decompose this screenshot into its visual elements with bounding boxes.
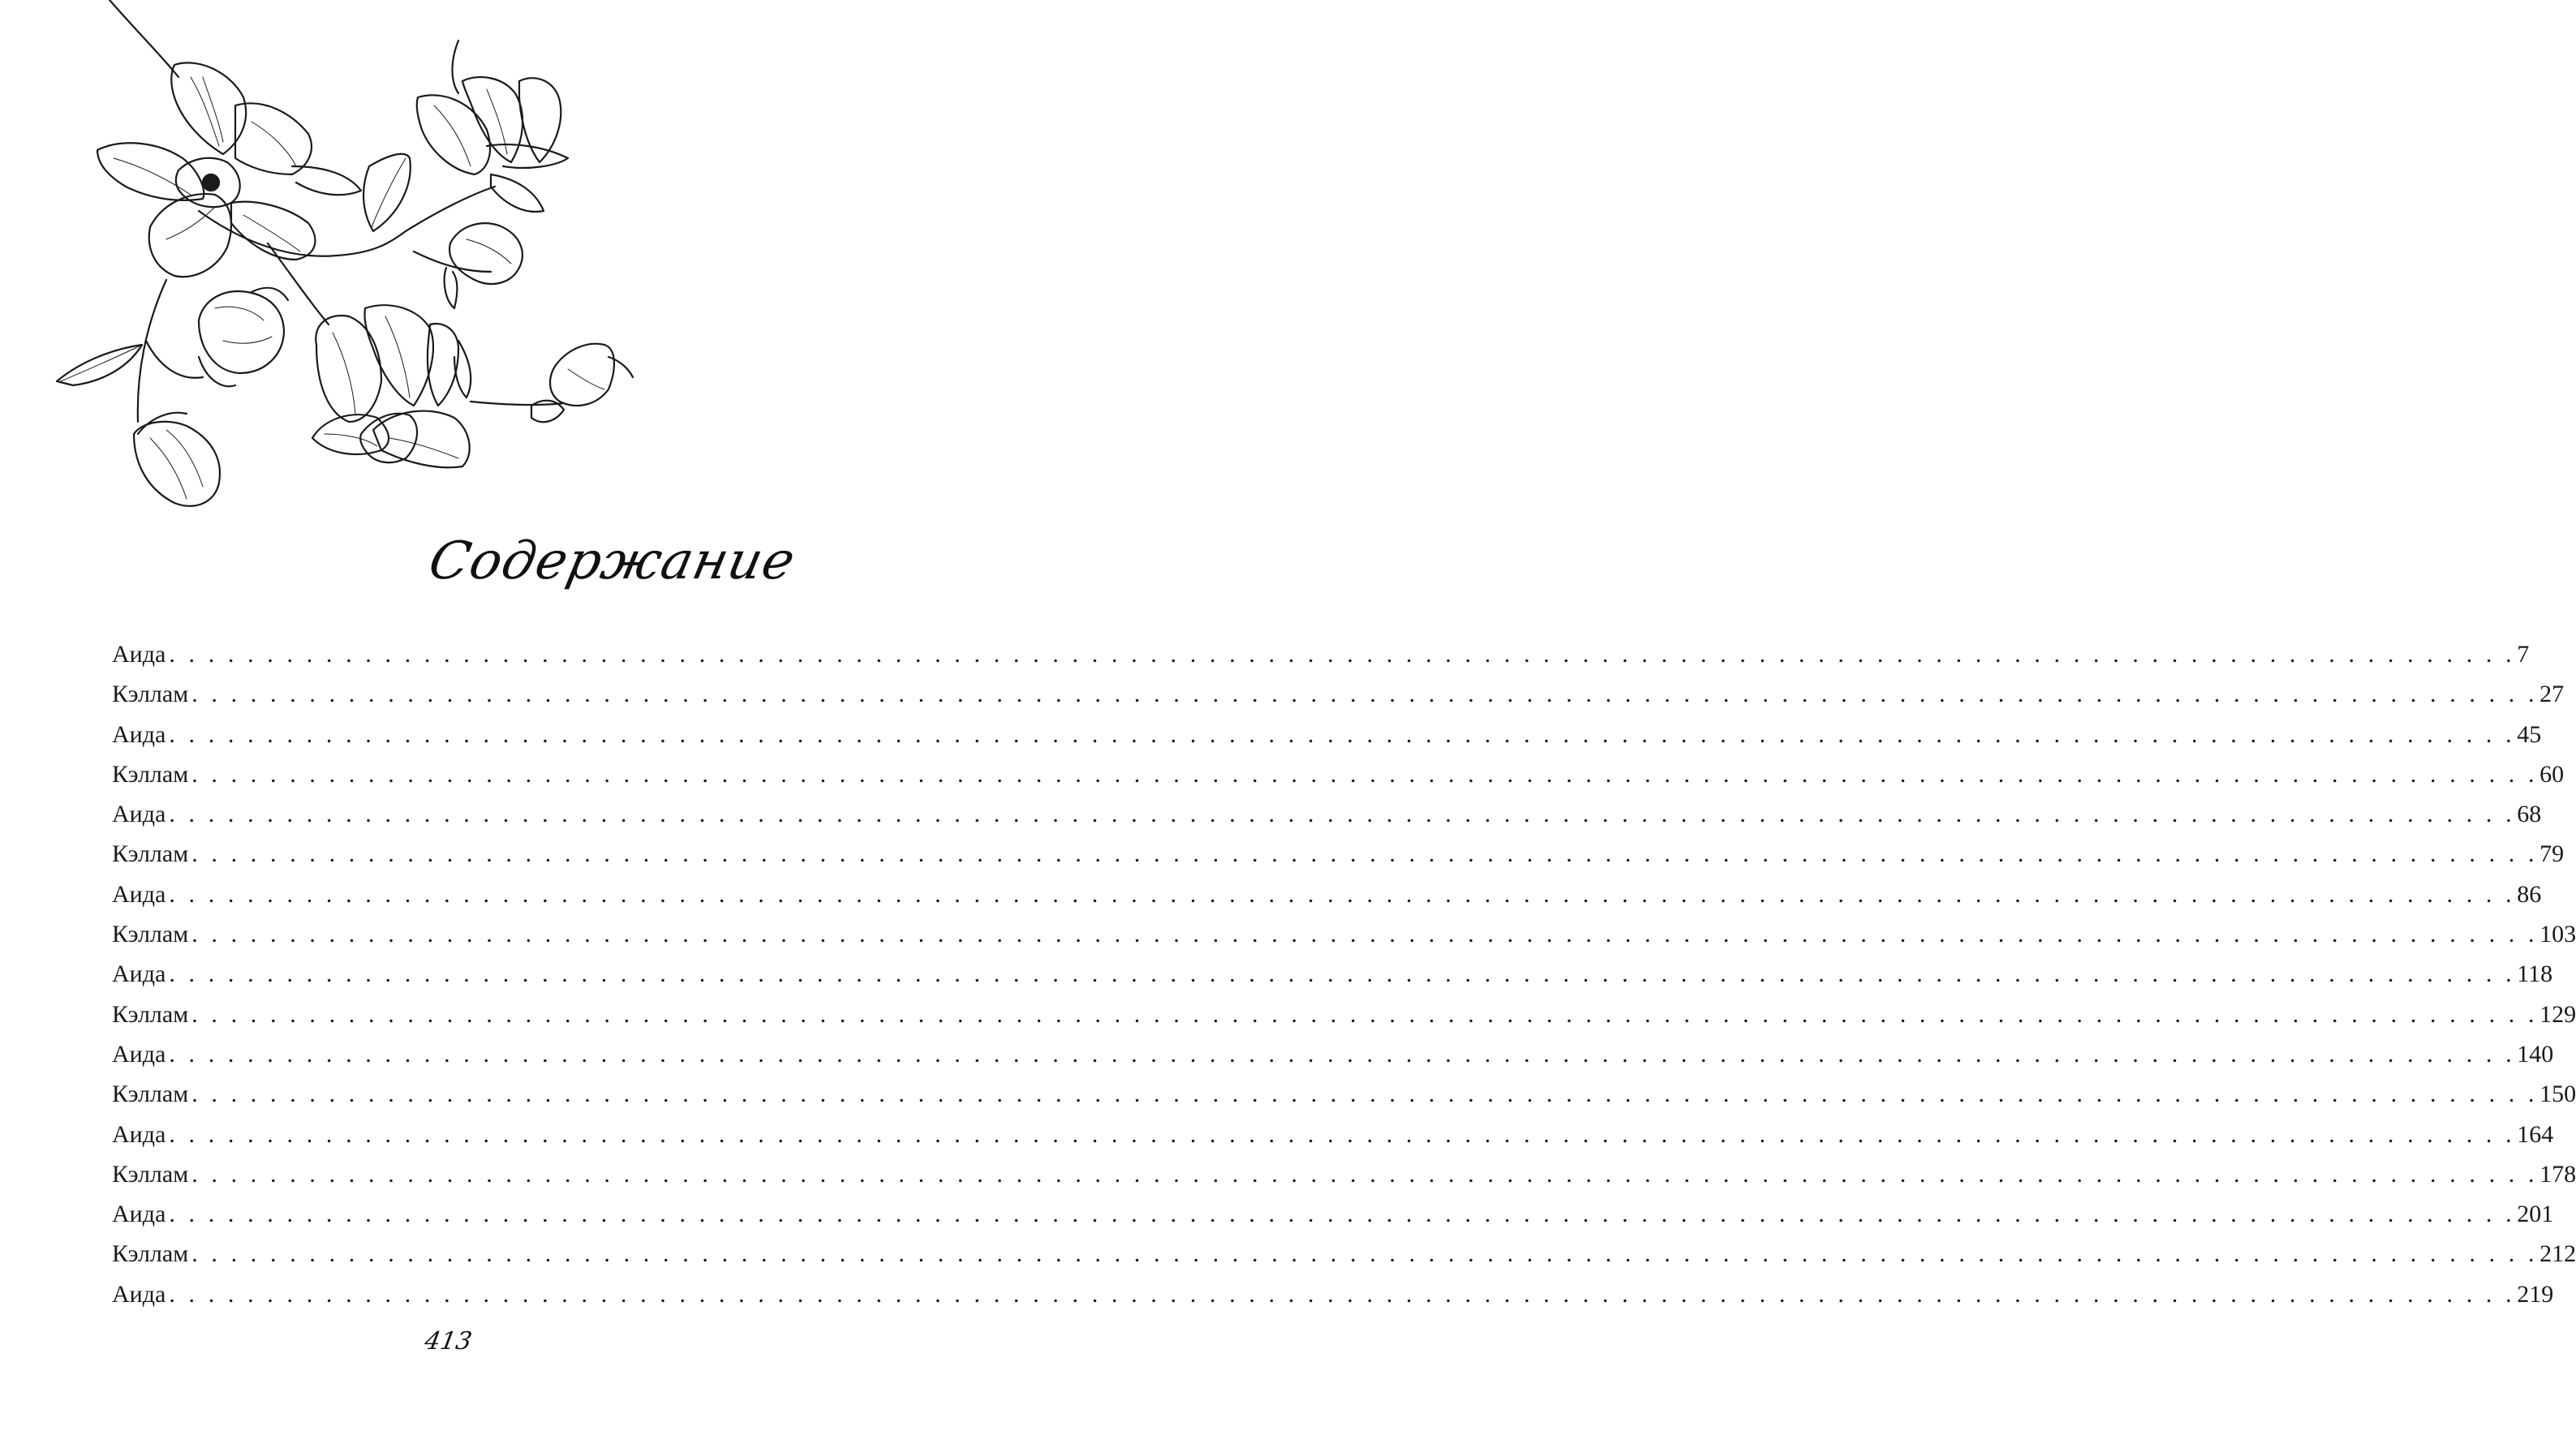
toc-entry-label: Кэллам (112, 840, 189, 868)
toc-entry-page: 201 (2517, 1201, 2554, 1228)
toc-entry-label: Аида (112, 720, 166, 748)
toc-entry-label: Аида (112, 960, 166, 988)
toc-entry-page: 7 (2517, 641, 2530, 668)
toc-entry[interactable] (112, 674, 2565, 714)
magnolia-branch-illustration (49, 0, 633, 519)
toc-leader-dots: . . . . . . . . . . . . . . . . . . . . . . . . . . . . . . . . . . . . . . . . . . . . . . . . . . . . . . . . . . . . . . . . . . . . . . . . . . . . . . . . . . . . . . . . . . . . . . . . . . . . . . . . . . . . . . . . . . . . . . . . (169, 1201, 2516, 1228)
toc-entry-label: Кэллам (112, 1160, 189, 1188)
toc-entry[interactable] (112, 1074, 2576, 1114)
toc-entry-page: 164 (2517, 1120, 2554, 1148)
toc-entry-page: 79 (2539, 840, 2565, 868)
toc-entry-label: Кэллам (112, 760, 189, 788)
toc-leader-dots: . . . . . . . . . . . . . . . . . . . . . . . . . . . . . . . . . . . . . . . . . . . . . . . . . . . . . . . . . . . . . . . . . . . . . . . . . . . . . . . . . . . . . . . . . . . . . . . . . . . . . . . . . . . . . . . . . . . . . . . . (191, 1160, 2539, 1188)
toc-leader-dots: . . . . . . . . . . . . . . . . . . . . . . . . . . . . . . . . . . . . . . . . . . . . . . . . . . . . . . . . . . . . . . . . . . . . . . . . . . . . . . . . . . . . . . . . . . . . . . . . . . . . . . . . . . . . . . . . . . . . . . . . (191, 1081, 2539, 1108)
toc-entry[interactable] (112, 754, 2565, 794)
toc-entry-label: Кэллам (112, 1000, 189, 1028)
toc-leader-dots: . . . . . . . . . . . . . . . . . . . . . . . . . . . . . . . . . . . . . . . . . . . . . . . . . . . . . . . . . . . . . . . . . . . . . . . . . . . . . . . . . . . . . . . . . . . . . . . . . . . . . . . . . . . . . . . . . . . . . . . . (169, 1120, 2516, 1148)
toc-leader-dots: . . . . . . . . . . . . . . . . . . . . . . . . . . . . . . . . . . . . . . . . . . . . . . . . . . . . . . . . . . . . . . . . . . . . . . . . . . . . . . . . . . . . . . . . . . . . . . . . . . . . . . . . . . . . . . . . . . . . . . . . (191, 1240, 2539, 1268)
toc-entry-page: 219 (2517, 1280, 2554, 1308)
toc-entry-page: 86 (2517, 880, 2542, 908)
toc-entry-page: 212 (2539, 1240, 2576, 1268)
toc-entry-page: 68 (2517, 801, 2542, 828)
toc-entry[interactable] (112, 634, 2530, 674)
toc-entry[interactable] (112, 1234, 2576, 1274)
toc-entry[interactable] (112, 834, 2565, 874)
page-number: 413 (422, 1327, 475, 1356)
toc-entry-label: Аида (112, 801, 166, 828)
toc-entry-label: Аида (112, 880, 166, 908)
toc-entry-page: 45 (2517, 720, 2542, 748)
toc-entry-label: Аида (112, 1120, 166, 1148)
toc-entry-label: Кэллам (112, 921, 189, 948)
toc-entry-label: Аида (112, 1040, 166, 1068)
toc-leader-dots: . . . . . . . . . . . . . . . . . . . . . . . . . . . . . . . . . . . . . . . . . . . . . . . . . . . . . . . . . . . . . . . . . . . . . . . . . . . . . . . . . . . . . . . . . . . . . . . . . . . . . . . . . . . . . . . . . . . . . . . . (169, 801, 2516, 828)
toc-leader-dots: . . . . . . . . . . . . . . . . . . . . . . . . . . . . . . . . . . . . . . . . . . . . . . . . . . . . . . . . . . . . . . . . . . . . . . . . . . . . . . . . . . . . . . . . . . . . . . . . . . . . . . . . . . . . . . . . . . . . . . . . (169, 1280, 2516, 1308)
toc-entry-label: Аида (112, 641, 166, 668)
toc-entry-label: Аида (112, 1201, 166, 1228)
toc-leader-dots: . . . . . . . . . . . . . . . . . . . . . . . . . . . . . . . . . . . . . . . . . . . . . . . . . . . . . . . . . . . . . . . . . . . . . . . . . . . . . . . . . . . . . . . . . . . . . . . . . . . . . . . . . . . . . . . . . . . . . . . . (169, 720, 2516, 748)
toc-entry[interactable] (112, 1115, 2554, 1154)
toc-leader-dots: . . . . . . . . . . . . . . . . . . . . . . . . . . . . . . . . . . . . . . . . . . . . . . . . . . . . . . . . . . . . . . . . . . . . . . . . . . . . . . . . . . . . . . . . . . . . . . . . . . . . . . . . . . . . . . . . . . . . . . . . (169, 960, 2516, 988)
toc-entry-page: 140 (2517, 1040, 2554, 1068)
toc-entry-page: 118 (2517, 960, 2553, 988)
toc-entry-page: 178 (2539, 1160, 2576, 1188)
toc-entry-page: 129 (2539, 1000, 2576, 1028)
toc-entry[interactable] (112, 1194, 2554, 1234)
table-of-contents (112, 634, 2576, 1314)
toc-entry[interactable] (112, 995, 2576, 1034)
toc-entry-page: 150 (2539, 1081, 2576, 1108)
toc-leader-dots: . . . . . . . . . . . . . . . . . . . . . . . . . . . . . . . . . . . . . . . . . . . . . . . . . . . . . . . . . . . . . . . . . . . . . . . . . . . . . . . . . . . . . . . . . . . . . . . . . . . . . . . . . . . . . . . . . . . . . . . . (169, 1040, 2516, 1068)
toc-leader-dots: . . . . . . . . . . . . . . . . . . . . . . . . . . . . . . . . . . . . . . . . . . . . . . . . . . . . . . . . . . . . . . . . . . . . . . . . . . . . . . . . . . . . . . . . . . . . . . . . . . . . . . . . . . . . . . . . . . . . . . . . (191, 840, 2539, 868)
toc-entry-page: 27 (2539, 681, 2565, 708)
toc-leader-dots: . . . . . . . . . . . . . . . . . . . . . . . . . . . . . . . . . . . . . . . . . . . . . . . . . . . . . . . . . . . . . . . . . . . . . . . . . . . . . . . . . . . . . . . . . . . . . . . . . . . . . . . . . . . . . . . . . . . . . . . . (191, 760, 2539, 788)
toc-entry[interactable] (112, 914, 2576, 954)
toc-leader-dots: . . . . . . . . . . . . . . . . . . . . . . . . . . . . . . . . . . . . . . . . . . . . . . . . . . . . . . . . . . . . . . . . . . . . . . . . . . . . . . . . . . . . . . . . . . . . . . . . . . . . . . . . . . . . . . . . . . . . . . . . (191, 1000, 2539, 1028)
toc-entry-page: 103 (2539, 921, 2576, 948)
toc-entry[interactable] (112, 1034, 2554, 1074)
toc-entry-label: Кэллам (112, 681, 189, 708)
toc-entry[interactable] (112, 715, 2542, 754)
toc-entry[interactable] (112, 874, 2542, 914)
toc-leader-dots: . . . . . . . . . . . . . . . . . . . . . . . . . . . . . . . . . . . . . . . . . . . . . . . . . . . . . . . . . . . . . . . . . . . . . . . . . . . . . . . . . . . . . . . . . . . . . . . . . . . . . . . . . . . . . . . . . . . . . . . . (169, 641, 2516, 668)
toc-entry[interactable] (112, 794, 2542, 834)
toc-leader-dots: . . . . . . . . . . . . . . . . . . . . . . . . . . . . . . . . . . . . . . . . . . . . . . . . . . . . . . . . . . . . . . . . . . . . . . . . . . . . . . . . . . . . . . . . . . . . . . . . . . . . . . . . . . . . . . . . . . . . . . . . (191, 921, 2539, 948)
toc-leader-dots: . . . . . . . . . . . . . . . . . . . . . . . . . . . . . . . . . . . . . . . . . . . . . . . . . . . . . . . . . . . . . . . . . . . . . . . . . . . . . . . . . . . . . . . . . . . . . . . . . . . . . . . . . . . . . . . . . . . . . . . . (169, 880, 2516, 908)
toc-entry-label: Кэллам (112, 1240, 189, 1268)
toc-entry-page: 60 (2539, 760, 2565, 788)
toc-entry-label: Кэллам (112, 1081, 189, 1108)
toc-entry-label: Аида (112, 1280, 166, 1308)
toc-entry[interactable] (112, 1274, 2554, 1314)
toc-leader-dots: . . . . . . . . . . . . . . . . . . . . . . . . . . . . . . . . . . . . . . . . . . . . . . . . . . . . . . . . . . . . . . . . . . . . . . . . . . . . . . . . . . . . . . . . . . . . . . . . . . . . . . . . . . . . . . . . . . . . . . . . (191, 681, 2539, 708)
page-title: Содержание (424, 531, 801, 591)
toc-entry[interactable] (112, 1154, 2576, 1194)
toc-entry[interactable] (112, 954, 2553, 994)
